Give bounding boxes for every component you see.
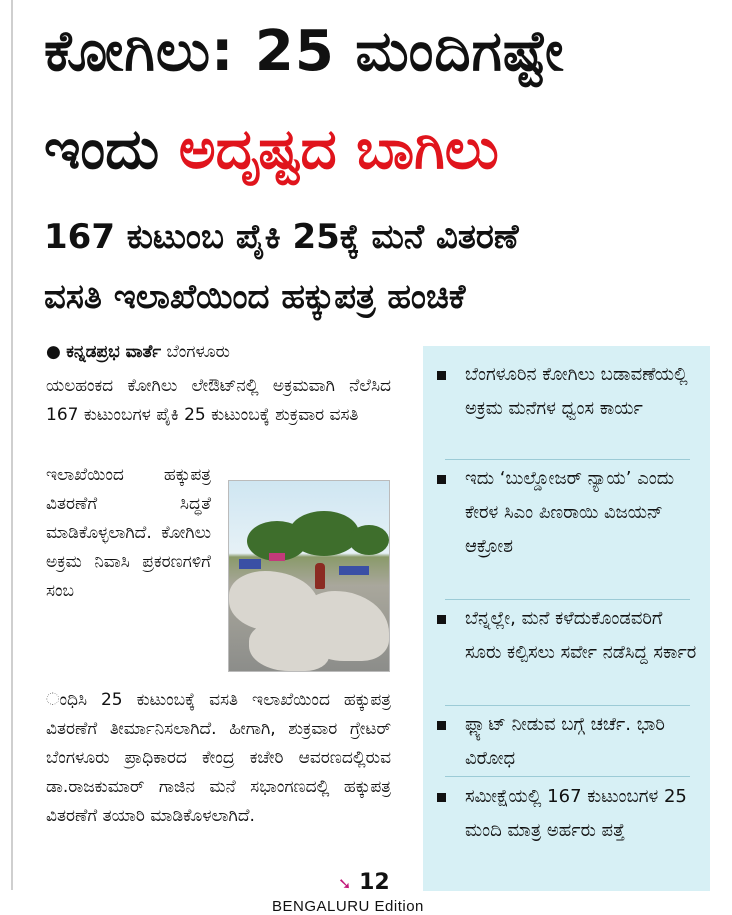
subheadline-line-1: 167 ಕುಟುಂಬ ಪೈಕಿ 25ಕ್ಕೆ ಮನೆ ವಿತರಣೆ [44,217,519,257]
square-bullet-icon [437,721,446,730]
byline-bullet: ● [46,342,61,362]
square-bullet-icon [437,371,446,380]
sidebar-item [437,462,702,564]
sidebar-item [437,708,702,776]
sidebar-item-text: ಬೆನ್ನಲ್ಲೇ, ಮನೆ ಕಳೆದುಕೊಂಡವರಿಗೆ ಸೂರು ಕಲ್ಪಿಸಲು ಸರ್ವೇ ನಡೆಸಿದ್ದ ಸರ್ಕಾರ [465,608,697,663]
article-paragraph-3: ಂಧಿಸಿ 25 ಕುಟುಂಬಕ್ಕೆ ವಸತಿ ಇಲಾಖೆಯಿಂದ ಹಕ್ಕುಪತ್ರ ವಿತರಣೆಗೆ ತೀರ್ಮಾನಿಸಲಾಗಿದೆ. ಹೀಗಾಗಿ, ಶುಕ್ರವಾರ ಗ್ರೇಟರ್ ಬೆಂಗಳೂರು ಪ್ರಾಧಿಕಾರದ ಕೇಂದ್ರ ಕಚೇರಿ ಆವರಣದಲ್ಲಿರುವ ಡಾ.ರಾಜಕುಮಾರ್ ಗಾಜಿನ ಮನೆ ಸಭಾಂಗಣದಲ್ಲಿ ಹಕ್ಕುಪತ್ರ ವಿತರಣೆಗೆ ತಯಾರಿ ಮಾಡಿಕೊಳಲಾಗಿದೆ. [46,690,391,826]
edition-label: BENGALURU Edition [272,898,424,915]
sidebar-item-text: ಫ್ಲ್ಯಾಟ್ ನೀಡುವ ಬಗ್ಗೆ ಚರ್ಚೆ. ಭಾರಿ ವಿರೋಧ [465,714,665,769]
sidebar-item-text: ಬೆಂಗಳೂರಿನ ಕೋಗಿಲು ಬಡಾವಣೆಯಲ್ಲಿ ಅಕ್ರಮ ಮನೆಗಳ ಧ್ವಂಸ ಕಾರ್ಯ [465,364,688,419]
continued-arrow-icon: ➘ [338,874,352,893]
sidebar-divider [445,599,690,600]
sidebar-item-text: ಸಮೀಕ್ಷೆಯಲ್ಲಿ 167 ಕುಟುಂಬಗಳ 25 ಮಂದಿ ಮಾತ್ರ ಅರ್ಹರು ಪತ್ತೆ [465,786,687,841]
headline-line-2-red: ಅದೃಷ್ಟದ ಬಾಗಿಲು [178,117,499,182]
sidebar-item-text: ಇದು ‘ಬುಲ್ಡೋಜರ್ ನ್ಯಾಯ’ ಎಂದು ಕೇರಳ ಸಿಎಂ ಪಿಣರಾಯಿ ವಿಜಯನ್ ಆಕ್ರೋಶ [465,468,675,557]
sidebar-item [437,602,702,670]
headline-line-2 [44,117,724,182]
article-paragraph-1: ಯಲಹಂಕದ ಕೋಗಿಲು ಲೇಔಟ್‌ನಲ್ಲಿ ಅಕ್ರಮವಾಗಿ ನೆಲೆಸಿದ 167 ಕುಟುಂಬಗಳ ಪೈಕಿ 25 ಕುಟುಂಬಕ್ಕೆ ಶುಕ್ರವಾರ ವಸತಿ [46,376,391,425]
byline-agency: ಕನ್ನಡಪ್ರಭ ವಾರ್ತೆ [66,342,162,362]
continued-page-number: 12 [359,870,390,895]
demolition-site-photo [228,480,390,672]
page-left-rule [11,0,13,890]
byline [46,342,230,362]
headline-line-1: ಕೋಗಿಲು: 25 ಮಂದಿಗಷ್ಟೇ [44,19,565,84]
sidebar-divider [445,776,690,777]
sidebar-item [437,358,702,426]
highlights-sidebar [423,346,710,891]
continued-page-ref [338,870,390,895]
headline-line-2-black: ಇಂದು [44,117,179,182]
subheadline-line-2: ವಸತಿ ಇಲಾಖೆಯಿಂದ ಹಕ್ಕುಪತ್ರ ಹಂಚಿಕೆ [44,277,466,317]
byline-city: ಬೆಂಗಳೂರು [166,342,230,362]
square-bullet-icon [437,615,446,624]
sidebar-divider [445,459,690,460]
sidebar-divider [445,705,690,706]
article-paragraph-2: ಇಲಾಖೆಯಿಂದ ಹಕ್ಕುಪತ್ರ ವಿತರಣೆಗೆ ಸಿದ್ಧತೆ ಮಾಡಿಕೊಳ್ಳಲಾಗಿದೆ. ಕೋಗಿಲು ಅಕ್ರಮ ನಿವಾಸಿ ಪ್ರಕರಣಗಳಿಗೆ ಸಂಬ [46,465,211,601]
sidebar-item [437,780,702,848]
square-bullet-icon [437,793,446,802]
square-bullet-icon [437,475,446,484]
